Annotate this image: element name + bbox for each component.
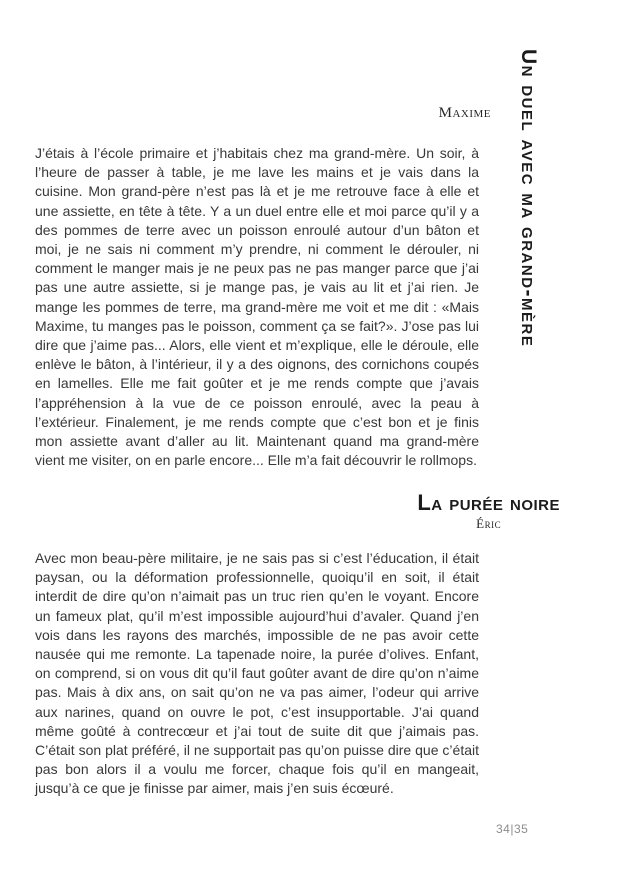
story2-title: La purée noire — [417, 490, 560, 515]
story2-author: Éric — [476, 516, 502, 531]
story1-body: J’étais à l’école primaire et j’habitais chez ma grand-mère. Un soir, à l’heure de passer à table, je me lave les mains et je vais dans la cuisine. Mon grand-père n’est pas là et je me retrouve face à elle et une assiette, en tête à tête. Y a un duel entre elle et moi parce qu’il y a des pommes de terre avec un poisson enroulé autour d’un bâton et moi, je ne sais ni comment m’y prendre, ni comment le dérouler, ni comment le manger mais je ne peux pas ne pas manger parce que j’ai pas une autre assiette, si je mange pas, je vais au lit et j’ai rien. Je mange les pommes de terre, ma grand-mère me voit et me dit : «Mais Maxime, tu manges pas le poisson, comment ça se fait?». J’ose pas lui dire que j’aime pas... Alors, elle vient et m’explique, elle le déroule, elle enlève le bâton, à l’intérieur, il y a des oignons, des cornichons coupés en lamelles. Elle me fait goûter et je me rends compte que j’avais l’appréhension à la vue de ce poisson enroulé, avec la peau à l’extérieur. Finalement, je me rends compte que c’est bon et je finis mon assiette avant d’aller au lit. Maintenant quand ma grand-mère vient me visiter, on en parle encore... Elle m’a fait découvrir le rollmops. — [35, 145, 479, 469]
story2-body: Avec mon beau-père militaire, je ne sais pas si c’est l’éducation, il était paysan, ou la déformation professionnelle, quoiqu’il en soit, il était interdit de dire qu’on n’aimait pas un truc rien qu’en le voyant. Encore un fameux plat, qu’il m’est impossible aujourd’hui d’avaler. Quand j’en vois dans les rayons des marchés, impossible de ne pas avoir cette nausée qui me remonte. La tapenade noire, la purée d’olives. Enfant, on comprend, si on vous dit qu’il faut goûter avant de dire qu’on n’aime pas. Mais à dix ans, on sait qu’on ne va pas aimer, l’odeur qui arrive aux narines, quand on ouvre le pot, c’est insupportable. J’ai quand même goûté à contrecœur et j’ai tout de suite dit que j’aimais pas. C’était son plat préféré, il ne supportait pas qu’on puisse dire que c’était pas bon alors il a voulu me forcer, chaque fois qu’il en mangeait, jusqu’à ce que je finisse par aimer, mais j’en suis écœuré. — [35, 550, 479, 797]
story1-author: Maxime — [438, 105, 491, 121]
story2-header — [417, 491, 560, 532]
page-number: 34|35 — [496, 822, 529, 836]
chapter-title-vertical: Un duel avec ma grand-mère — [517, 49, 540, 348]
